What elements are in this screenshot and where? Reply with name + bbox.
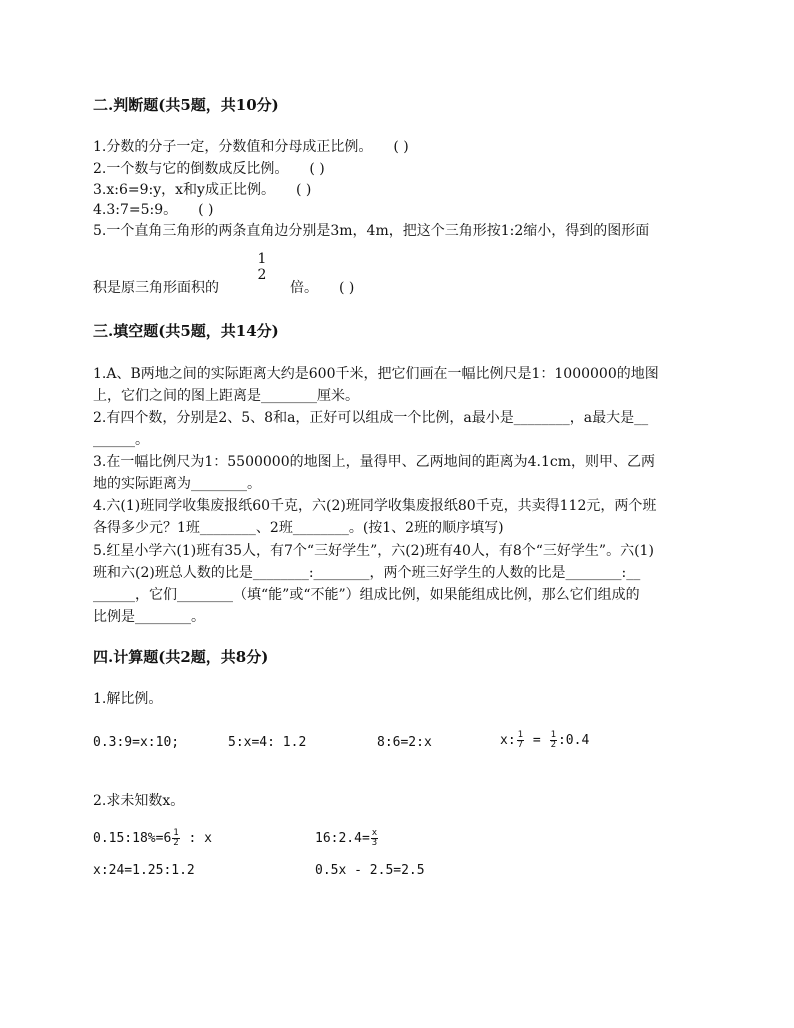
- p2e2-fraction: [371, 829, 378, 848]
- section4-heading: 四.计算题(共2题，共8分): [93, 648, 269, 666]
- section3-q2-line1: 2.有四个数，分别是2、5、8和a，正好可以组成一个比例，a最小是________，a最大是__: [93, 410, 649, 426]
- p2e1-fraction: [172, 829, 179, 848]
- fraction-numerator: 1: [173, 828, 179, 838]
- p2e2-part-a: 16:2.4=: [315, 831, 370, 846]
- section2-q4: 4.3:7=5:9。 ( ): [93, 202, 214, 218]
- fraction-denominator: 7: [517, 740, 524, 750]
- section2-q3: 3.x:6=9:y，x和y成正比例。 ( ): [93, 182, 312, 198]
- eq4-fraction2: [550, 731, 557, 750]
- section4-p1-equation3: 8:6=2:x: [377, 735, 432, 750]
- section4-p2-equation1: [93, 829, 212, 848]
- section2-q5-fraction: [255, 251, 269, 283]
- fraction-denominator: 3: [371, 838, 378, 848]
- eq4-part-a: x:: [500, 733, 516, 748]
- eq4-fraction1: [517, 731, 524, 750]
- section4-p1-equation1: 0.3:9=x:10;: [93, 735, 180, 750]
- section3-q5-line4: 比例是________。: [93, 609, 205, 625]
- eq4-part-b: =: [525, 733, 549, 748]
- section4-p2-title: 2.求未知数x。: [93, 793, 185, 809]
- section3-q1-line2: 上，它们之间的图上距离是________厘米。: [93, 388, 359, 404]
- section3-q5-line2: 班和六(2)班总人数的比是________:________，两个班三好学生的人数的比是________:__: [93, 565, 641, 581]
- section3-q3-line2: 地的实际距离为________。: [93, 476, 261, 492]
- fraction-numerator: 1: [257, 251, 267, 267]
- section2-q2: 2.一个数与它的倒数成反比例。 ( ): [93, 161, 325, 177]
- p2e1-part-a: 0.15:18%=6: [93, 831, 172, 846]
- section3-q1-line1: 1.A、B两地之间的实际距离大约是600千米，把它们画在一幅比例尺是1：1000000的地图: [93, 366, 659, 382]
- p2e1-part-b: : x: [180, 831, 213, 846]
- fraction-denominator: 2: [173, 838, 179, 848]
- fraction-denominator: 2: [257, 267, 267, 283]
- eq4-part-c: :0.4: [557, 733, 590, 748]
- section2-q5-line2a: 积是原三角形面积的: [93, 280, 219, 296]
- section2-q5-line1: 5.一个直角三角形的两条直角边分别是3m，4m，把这个三角形按1:2缩小，得到的图形面: [93, 223, 650, 239]
- section3-heading: 三.填空题(共5题，共14分): [93, 322, 279, 340]
- fraction-numerator: x: [371, 828, 378, 838]
- section2-q5-line2b: 倍。 ( ): [290, 280, 355, 296]
- section3-q5-line1: 5.红星小学六(1)班有35人，有7个“三好学生”，六(2)班有40人，有8个“三好学生”。六(1): [93, 543, 654, 559]
- section3-q4-line2: 各得多少元？1班________、2班________。(按1、2班的顺序填写): [93, 520, 504, 536]
- section2-q1: 1.分数的分子一定，分数值和分母成正比例。 ( ): [93, 139, 409, 155]
- section4-p2-equation3: x:24=1.25:1.2: [93, 863, 195, 878]
- section3-q2-line2: ______。: [93, 432, 149, 448]
- section4-p2-equation4: 0.5x - 2.5=2.5: [315, 863, 425, 878]
- section4-p1-equation2: 5:x=4: 1.2: [228, 735, 307, 750]
- section2-heading: 二.判断题(共5题，共10分): [93, 96, 279, 114]
- section3-q5-line3: ______，它们________（填“能”或“不能”）组成比例，如果能组成比例，那么它们组成的: [93, 587, 640, 603]
- section4-p2-equation2: [315, 829, 379, 848]
- fraction-numerator: 1: [550, 730, 556, 740]
- section3-q3-line1: 3.在一幅比例尺为1：5500000的地图上，量得甲、乙两地间的距离为4.1cm，则甲、乙两: [93, 454, 655, 470]
- fraction-numerator: 1: [517, 730, 524, 740]
- fraction-denominator: 2: [550, 740, 556, 750]
- section4-p1-title: 1.解比例。: [93, 691, 163, 707]
- section3-q4-line1: 4.六(1)班同学收集废报纸60千克，六(2)班同学收集废报纸80千克，共卖得112元，两个班: [93, 498, 657, 514]
- section4-p1-equation4: [500, 731, 589, 750]
